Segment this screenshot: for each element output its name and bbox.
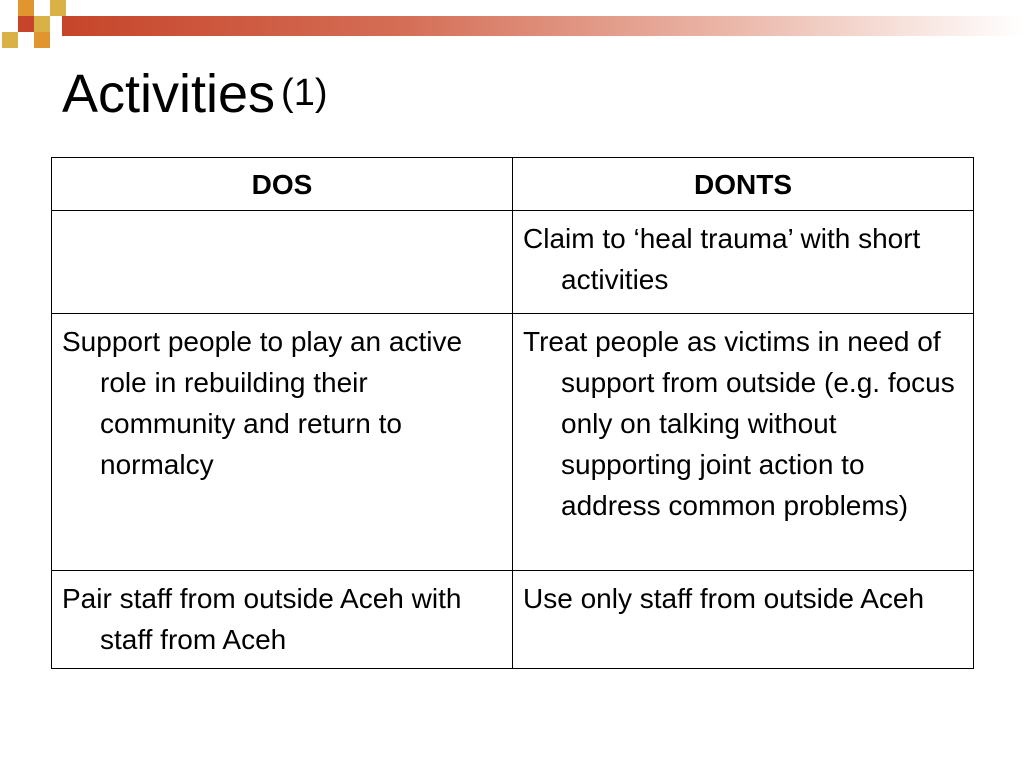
slide-title-subtitle: (1) <box>281 72 328 115</box>
header-donts: DONTS <box>513 158 974 211</box>
slide-title-text: Activities <box>62 64 276 124</box>
table-row <box>52 571 974 669</box>
decorative-square <box>34 16 50 32</box>
cell-text: Use only staff from outside Aceh <box>523 583 925 614</box>
dos-donts-table <box>51 157 974 669</box>
table-row <box>52 211 974 314</box>
decorative-square <box>50 0 66 16</box>
header-dos: DOS <box>52 158 513 211</box>
decorative-square <box>18 0 34 16</box>
header-gradient-bar <box>62 16 1024 36</box>
dos-donts-table-container <box>51 157 973 669</box>
decorative-square <box>18 16 34 32</box>
table-cell-dos <box>52 211 513 314</box>
cell-text: Claim to ‘heal trauma’ with short activities <box>523 223 921 295</box>
decorative-square <box>2 32 18 48</box>
cell-text: Pair staff from outside Aceh with staff from Aceh <box>62 583 462 655</box>
slide-title <box>62 64 328 124</box>
decorative-square <box>34 32 50 48</box>
table-cell-donts <box>513 314 974 571</box>
table-row <box>52 314 974 571</box>
cell-text: Treat people as victims in need of support from outside (e.g. focus only on talking without supporting joint action to address common problems) <box>523 326 955 521</box>
table-header-row <box>52 158 974 211</box>
table-cell-donts <box>513 211 974 314</box>
table-cell-donts <box>513 571 974 669</box>
table-cell-dos <box>52 314 513 571</box>
cell-text: Support people to play an active role in rebuilding their community and return to normalcy <box>62 326 463 480</box>
table-cell-dos <box>52 571 513 669</box>
